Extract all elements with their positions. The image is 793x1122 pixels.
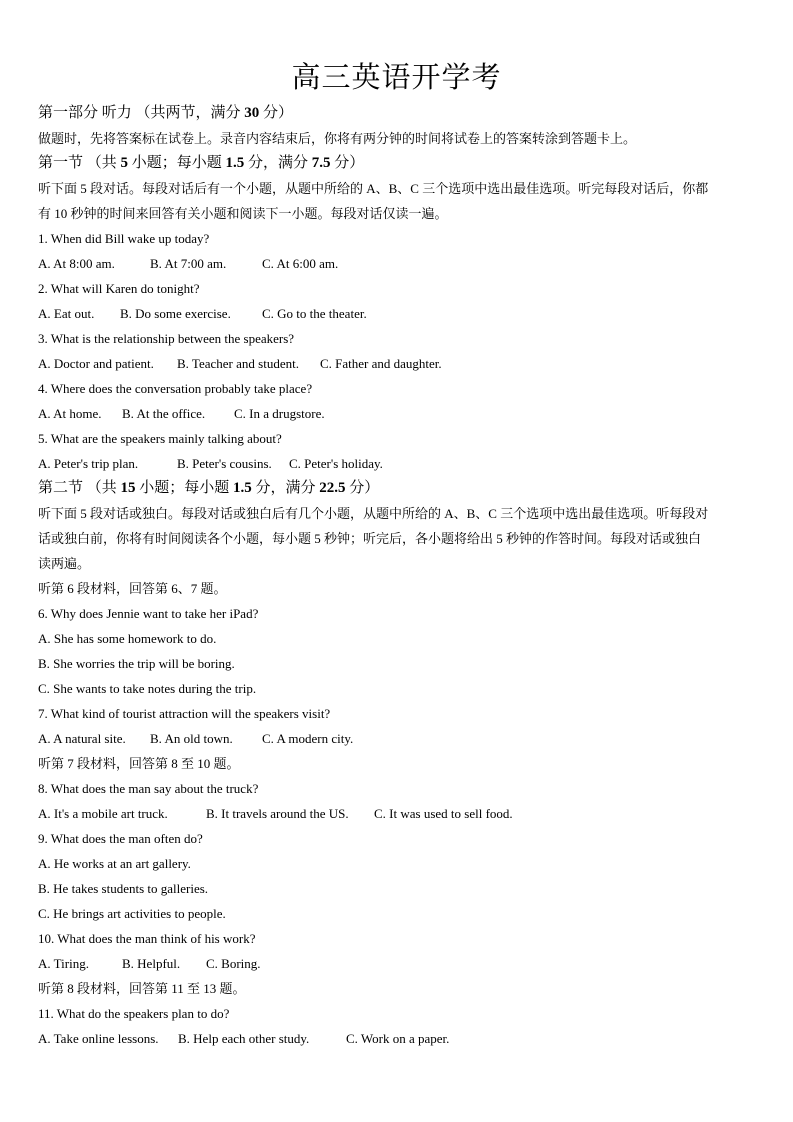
option-1c: C. At 6:00 am. xyxy=(262,256,339,271)
question-7: 7. What kind of tourist attraction will the speakers visit? xyxy=(38,706,331,721)
question-1: 1. When did Bill wake up today? xyxy=(38,231,210,246)
option-11b: B. Help each other study. xyxy=(178,1031,310,1046)
material-8-note: 听第 8 段材料，回答第 11 至 13 题。 xyxy=(38,981,246,996)
option-7c: C. A modern city. xyxy=(262,731,354,746)
options-1 xyxy=(38,255,758,273)
question-2: 2. What will Karen do tonight? xyxy=(38,281,200,296)
option-6b: B. She worries the trip will be boring. xyxy=(38,656,235,671)
question-10: 10. What does the man think of his work? xyxy=(38,931,256,946)
options-2 xyxy=(38,305,758,323)
option-8a: A. It's a mobile art truck. xyxy=(38,806,168,821)
option-5a: A. Peter's trip plan. xyxy=(38,456,139,471)
options-10 xyxy=(38,955,758,973)
option-1b: B. At 7:00 am. xyxy=(150,256,227,271)
question-9: 9. What does the man often do? xyxy=(38,831,203,846)
option-2b: B. Do some exercise. xyxy=(120,306,231,321)
option-3b: B. Teacher and student. xyxy=(177,356,299,371)
option-1a: A. At 8:00 am. xyxy=(38,256,115,271)
options-7 xyxy=(38,730,758,748)
part1-instruction: 做题时，先将答案标在试卷上。录音内容结束后，你将有两分钟的时间将试卷上的答案转涂到答题卡上。 xyxy=(38,131,637,146)
option-11c: C. Work on a paper. xyxy=(346,1031,450,1046)
section1-instruction-line1: 听下面 5 段对话。每段对话后有一个小题，从题中所给的 A、B、C 三个选项中选出最佳选项。听完每段对话后，你都 xyxy=(38,181,709,196)
material-7-note: 听第 7 段材料，回答第 8 至 10 题。 xyxy=(38,756,240,771)
question-4: 4. Where does the conversation probably take place? xyxy=(38,381,313,396)
option-8c: C. It was used to sell food. xyxy=(374,806,513,821)
question-6: 6. Why does Jennie want to take her iPad? xyxy=(38,606,259,621)
option-6a: A. She has some homework to do. xyxy=(38,631,217,646)
option-9b: B. He takes students to galleries. xyxy=(38,881,209,896)
option-3c: C. Father and daughter. xyxy=(320,356,442,371)
question-5: 5. What are the speakers mainly talking about? xyxy=(38,431,282,446)
option-5c: C. Peter's holiday. xyxy=(289,456,383,471)
section1-heading: 第一节 （共 5 小题；每小题 1.5 分，满分 7.5 分） xyxy=(38,155,365,171)
section2-instruction-line1: 听下面 5 段对话或独白。每段对话或独白后有几个小题，从题中所给的 A、B、C 三个选项中选出最佳选项。听每段对 xyxy=(38,506,709,521)
option-7b: B. An old town. xyxy=(150,731,233,746)
option-5b: B. Peter's cousins. xyxy=(177,456,272,471)
section1-instruction-line2: 有 10 秒钟的时间来回答有关小题和阅读下一小题。每段对话仅读一遍。 xyxy=(38,206,448,221)
page-title: 高三英语开学考 xyxy=(291,62,502,94)
option-4c: C. In a drugstore. xyxy=(234,406,325,421)
option-4a: A. At home. xyxy=(38,406,102,421)
option-9c: C. He brings art activities to people. xyxy=(38,906,226,921)
section2-instruction-line2: 话或独白前，你将有时间阅读各个小题，每小题 5 秒钟；听完后，各小题将给出 5 秒钟的作答时间。每段对话或独白 xyxy=(38,531,702,546)
option-4b: B. At the office. xyxy=(122,406,206,421)
option-10c: C. Boring. xyxy=(206,956,261,971)
option-2a: A. Eat out. xyxy=(38,306,95,321)
options-11 xyxy=(38,1030,758,1048)
options-4 xyxy=(38,405,758,423)
question-3: 3. What is the relationship between the speakers? xyxy=(38,331,295,346)
option-2c: C. Go to the theater. xyxy=(262,306,367,321)
options-8 xyxy=(38,805,758,823)
option-10b: B. Helpful. xyxy=(122,956,181,971)
section2-heading: 第二节 （共 15 小题；每小题 1.5 分，满分 22.5 分） xyxy=(38,480,380,496)
question-11: 11. What do the speakers plan to do? xyxy=(38,1006,230,1021)
section2-instruction-line3: 读两遍。 xyxy=(38,556,91,571)
options-5 xyxy=(38,455,758,473)
question-8: 8. What does the man say about the truck? xyxy=(38,781,259,796)
option-9a: A. He works at an art gallery. xyxy=(38,856,191,871)
option-7a: A. A natural site. xyxy=(38,731,126,746)
options-3 xyxy=(38,355,758,373)
part1-heading: 第一部分 听力 （共两节，满分 30 分） xyxy=(38,105,294,121)
option-3a: A. Doctor and patient. xyxy=(38,356,154,371)
option-11a: A. Take online lessons. xyxy=(38,1031,159,1046)
option-6c: C. She wants to take notes during the trip. xyxy=(38,681,257,696)
option-8b: B. It travels around the US. xyxy=(206,806,349,821)
material-6-note: 听第 6 段材料，回答第 6、7 题。 xyxy=(38,581,227,596)
option-10a: A. Tiring. xyxy=(38,956,89,971)
